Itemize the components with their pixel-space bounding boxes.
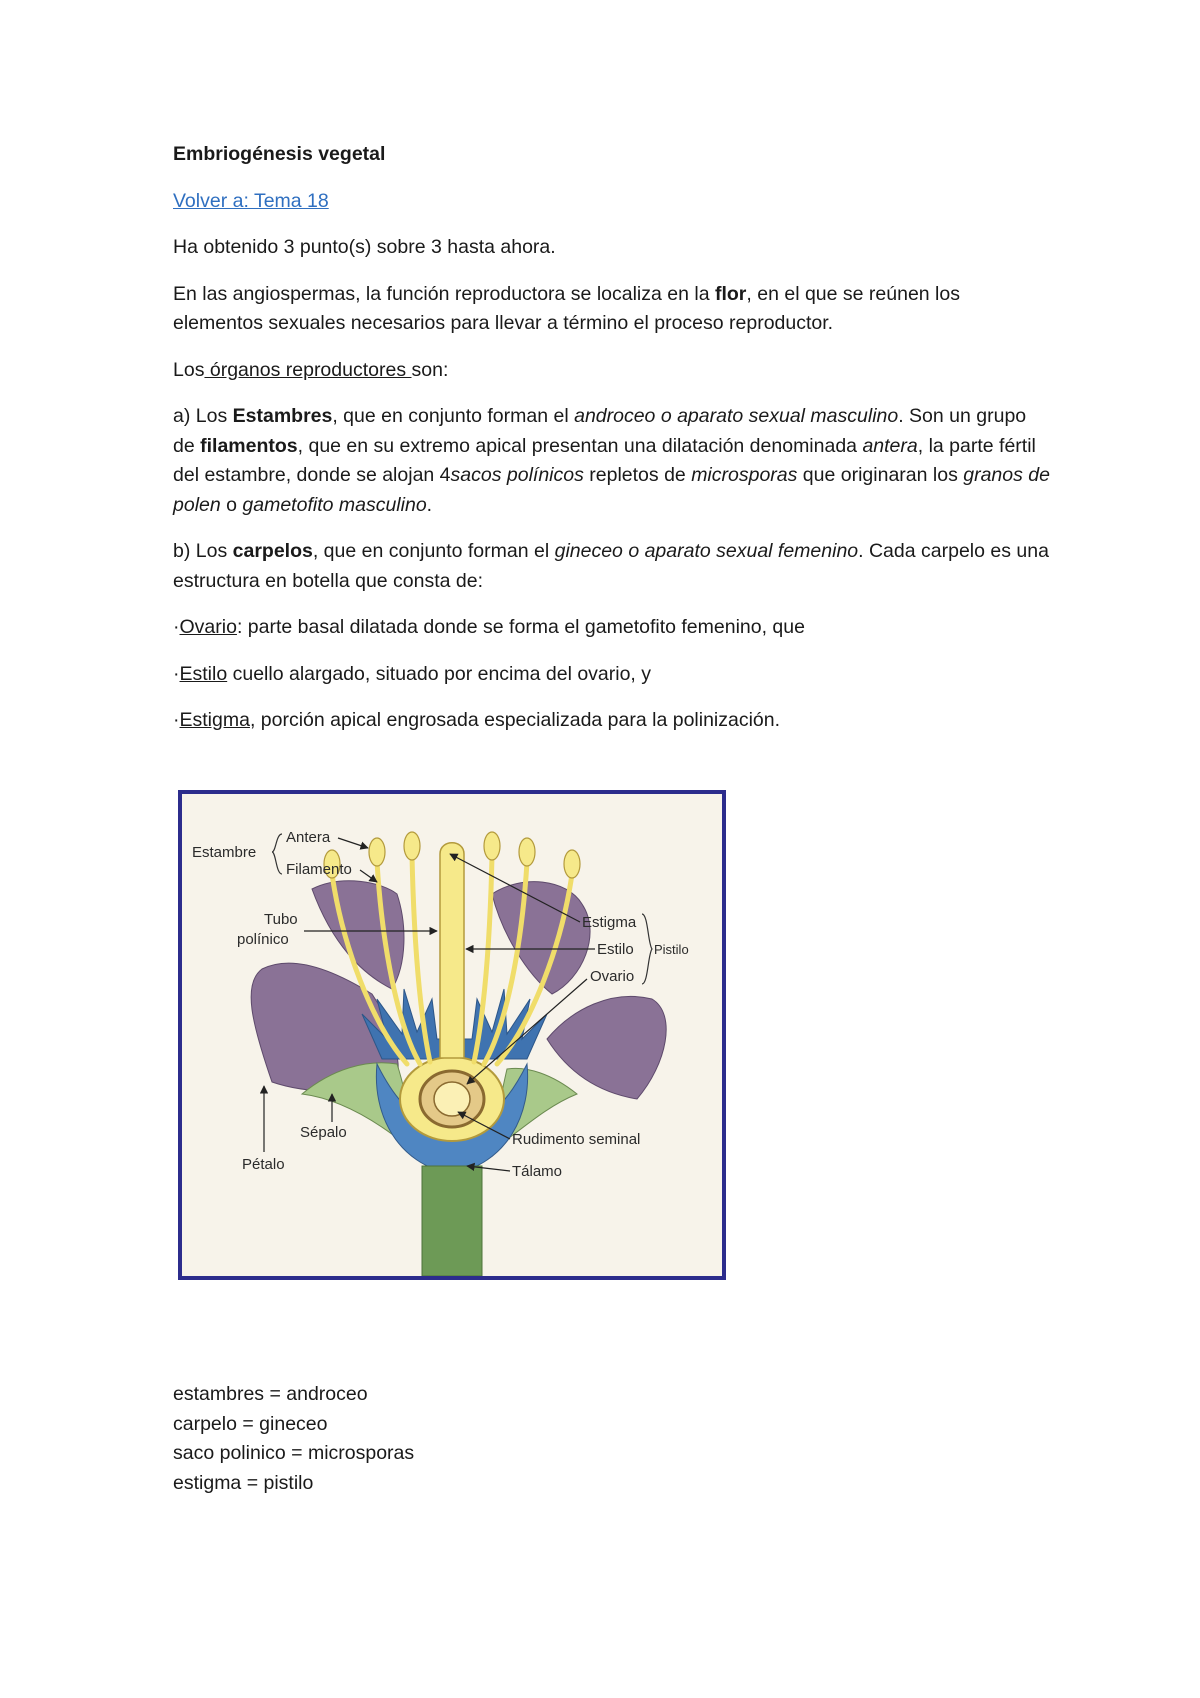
label-tubo: Tubo — [264, 911, 298, 928]
pb-text: b) Los — [173, 540, 233, 562]
pa-estambres: Estambres — [232, 405, 333, 427]
style — [440, 843, 464, 1058]
pb-text: . Cada carpelo es una estructura en botella que consta de: — [173, 540, 1049, 592]
pa-text: , que en su extremo apical presentan una dilatación denominada — [297, 434, 863, 457]
stem — [422, 1166, 482, 1276]
organs-post: son: — [411, 358, 449, 381]
back-link[interactable]: Volver a: Tema 18 — [173, 189, 329, 212]
pa-androceo: androceo o aparato sexual masculino — [574, 405, 899, 427]
label-estambre: Estambre — [192, 844, 257, 861]
pb-carpelos: carpelos — [232, 540, 313, 562]
organs-underlined: órganos reproductores — [204, 358, 412, 381]
intro-paragraph — [173, 280, 1053, 339]
pa-gametofito: gametofito masculino — [242, 493, 427, 516]
paragraph-a — [173, 402, 1053, 520]
page-title: Embriogénesis vegetal — [173, 143, 386, 165]
label-ovario: Ovario — [590, 968, 635, 985]
score-text: Ha obtenido 3 punto(s) sobre 3 hasta ahora. — [173, 236, 556, 258]
bullet-estilo — [173, 660, 1053, 690]
pb-gineceo: gineceo o aparato sexual femenino — [554, 540, 859, 562]
intro-flor: flor — [714, 282, 747, 305]
pa-granos: granos de polen — [173, 464, 1050, 516]
bullet-dot: · — [173, 616, 180, 638]
label-estigma: Estigma — [582, 914, 637, 931]
label-talamo: Tálamo — [512, 1163, 563, 1180]
pb-text: , que en conjunto forman el — [312, 540, 555, 562]
document-body — [173, 140, 1053, 753]
summary-list — [173, 1380, 414, 1498]
pa-antera: antera — [862, 434, 918, 457]
flower-diagram — [178, 790, 726, 1280]
pa-text: repletos de — [583, 464, 692, 486]
bullet-term: Estigma — [179, 709, 250, 731]
bullet-estigma — [173, 706, 1053, 736]
pa-text: o — [220, 493, 243, 516]
estambre-brace — [272, 834, 282, 874]
flower-diagram-svg — [182, 794, 722, 1276]
organs-line — [173, 356, 1053, 386]
pa-text: a) Los — [173, 405, 233, 427]
arrow-antera — [338, 838, 368, 848]
label-estilo: Estilo — [597, 941, 634, 958]
bullet-text: cuello alargado, situado por encima del ovario, y — [227, 662, 652, 685]
pa-text: , la parte fértil del estambre, donde se alojan 4 — [173, 434, 1036, 486]
label-filamento: Filamento — [286, 861, 352, 878]
organs-pre: Los — [173, 358, 205, 381]
bullet-text: : parte basal dilatada donde se forma el gametofito femenino, que — [236, 616, 805, 638]
pa-microsporas: microsporas — [691, 464, 798, 486]
right-petal — [547, 996, 666, 1099]
back-link-line — [173, 187, 1053, 217]
bullet-term: Ovario — [179, 616, 237, 638]
bullet-dot: · — [173, 709, 180, 731]
label-antera: Antera — [286, 829, 331, 846]
bullet-ovario — [173, 613, 1053, 643]
summary-line: estigma = pistilo — [173, 1471, 314, 1494]
label-petalo: Pétalo — [242, 1156, 285, 1173]
bullet-term: Estilo — [179, 662, 228, 685]
intro-text: En las angiospermas, la función reproductora se localiza en la — [173, 282, 715, 305]
summary-line: carpelo = gineceo — [173, 1412, 328, 1435]
pa-text: , que en conjunto forman el — [332, 405, 575, 427]
bullet-dot: · — [173, 662, 180, 685]
label-rudimento: Rudimento seminal — [512, 1131, 641, 1148]
summary-line: estambres = androceo — [173, 1383, 368, 1405]
pistilo-brace — [642, 914, 652, 984]
summary-line: saco polinico = microsporas — [173, 1442, 415, 1464]
label-polinico: polínico — [237, 931, 289, 948]
label-pistilo: Pistilo — [654, 942, 689, 957]
upper-right-petal — [492, 882, 590, 994]
pa-text: que originaran los — [797, 464, 964, 486]
label-sepalo: Sépalo — [300, 1124, 347, 1141]
ovule-inner — [434, 1082, 470, 1116]
pa-filamentos: filamentos — [200, 434, 298, 457]
pa-text: . Son un grupo de — [173, 405, 1027, 457]
pa-text: . — [426, 493, 433, 516]
bullet-text: , porción apical engrosada especializada para la polinización. — [249, 709, 781, 731]
intro-text-end: , en el que se reúnen los elementos sexuales necesarios para llevar a término el proceso reproductor. — [173, 282, 960, 334]
paragraph-b — [173, 537, 1053, 596]
arrow-filamento — [360, 870, 377, 882]
pa-sacos: sacos polínicos — [450, 464, 584, 486]
